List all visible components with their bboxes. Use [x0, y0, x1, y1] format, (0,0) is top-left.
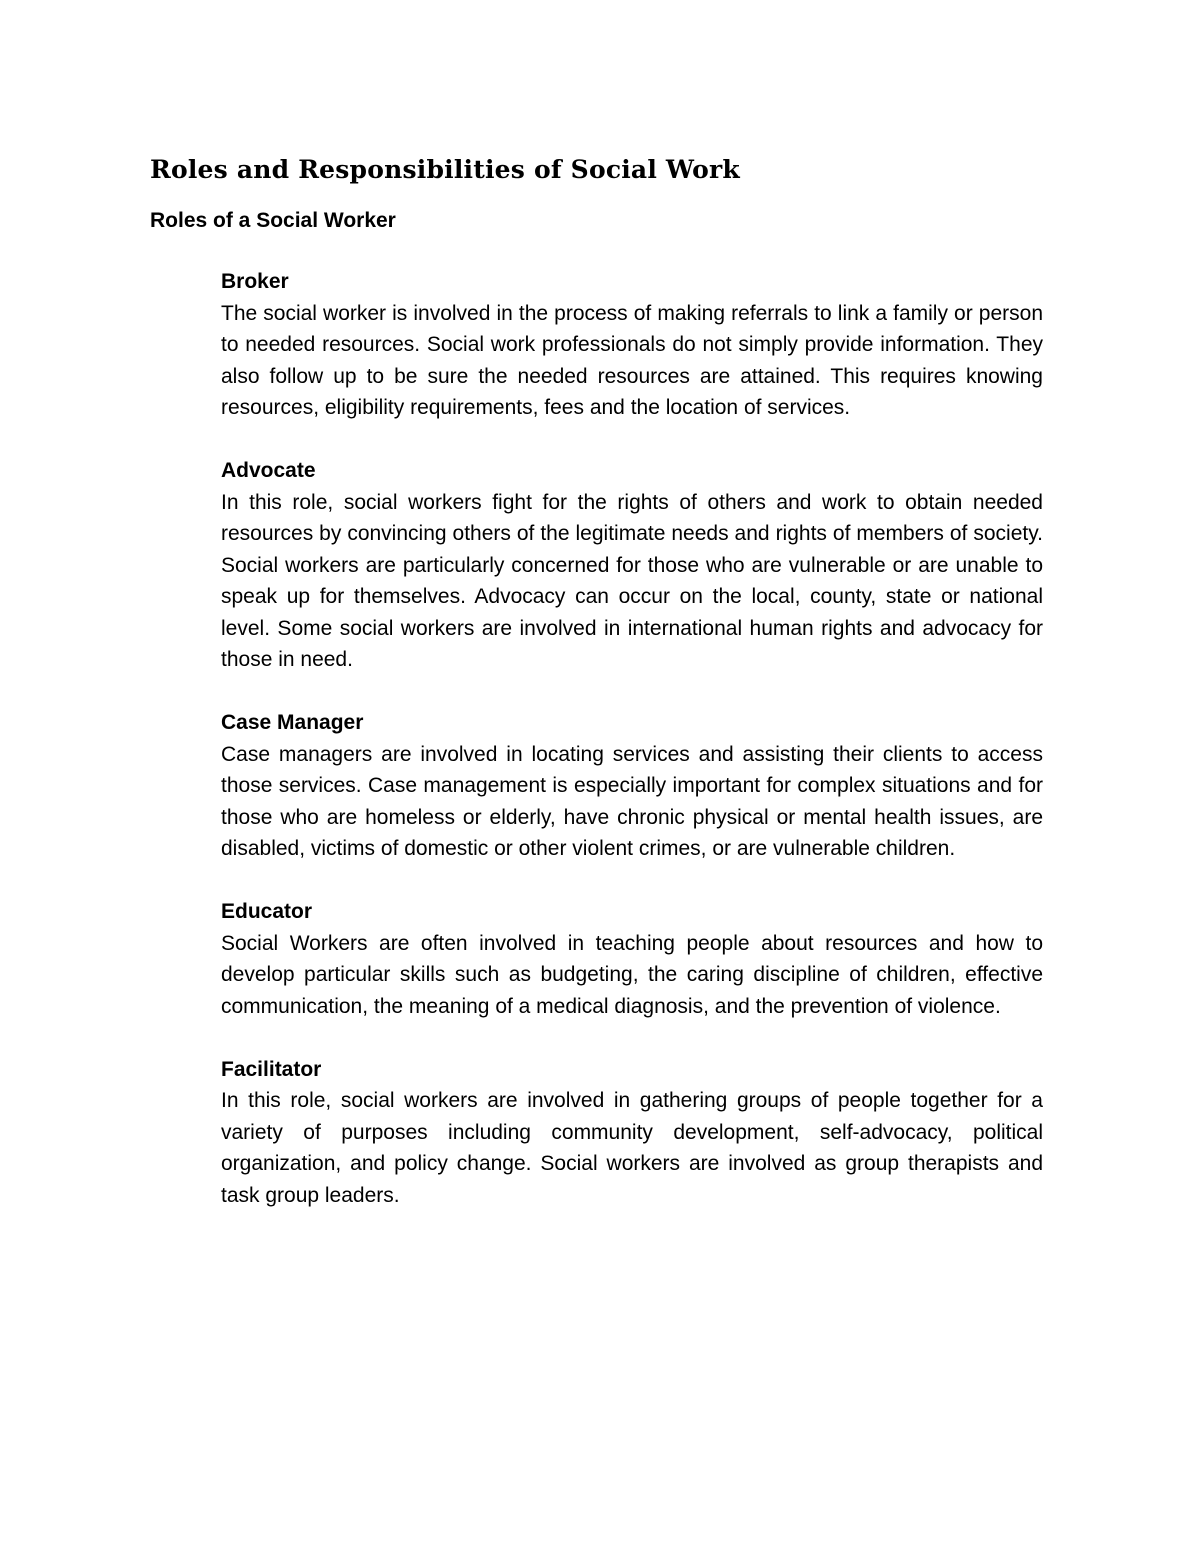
role-case-manager: [221, 707, 1043, 865]
section-heading: Roles of a Social Worker: [150, 209, 396, 232]
role-description: The social worker is involved in the process of making referrals to link a family or person to needed resources. Social work professionals do not simply provide information. They also follow up to be sure the needed resources are attained. This requires knowing resources, eligibility requirements, fees and the location of services.: [221, 301, 1043, 419]
role-description: In this role, social workers fight for the rights of others and work to obtain needed resources by convincing others of the legitimate needs and rights of members of society. Social workers are particularly concerned for those who are vulnerable or are unable to speak up for themselves. Advocacy can occur on the local, county, state or national level. Some social workers are involved in international human rights and advocacy for those in need.: [221, 490, 1043, 671]
role-heading: Case Manager: [221, 711, 364, 734]
role-description: In this role, social workers are involved in gathering groups of people together for a variety of purposes including community development, self-advocacy, political organization, and policy change. Social workers are involved as group therapists and task group leaders.: [221, 1089, 1043, 1207]
roles-list: [221, 266, 1043, 1243]
role-heading: Broker: [221, 270, 289, 293]
role-heading: Facilitator: [221, 1057, 322, 1081]
role-description: Social Workers are often involved in teaching people about resources and how to develop particular skills such as budgeting, the caring discipline of children, effective communication, the meaning of a medical diagnosis, and the prevention of violence.: [221, 931, 1043, 1018]
role-broker: [221, 266, 1043, 424]
role-heading: Educator: [221, 900, 313, 923]
role-advocate: [221, 455, 1043, 676]
role-educator: [221, 896, 1043, 1022]
role-heading: Advocate: [221, 459, 316, 482]
document-title: Roles and Responsibilities of Social Work: [150, 155, 740, 184]
role-description: Case managers are involved in locating services and assisting their clients to access those services. Case management is especially important for complex situations and for those who are homeless or elderly, have chronic physical or mental health issues, are disabled, victims of domestic or other violent crimes, or are vulnerable children.: [221, 742, 1043, 860]
role-facilitator: [221, 1054, 1043, 1212]
